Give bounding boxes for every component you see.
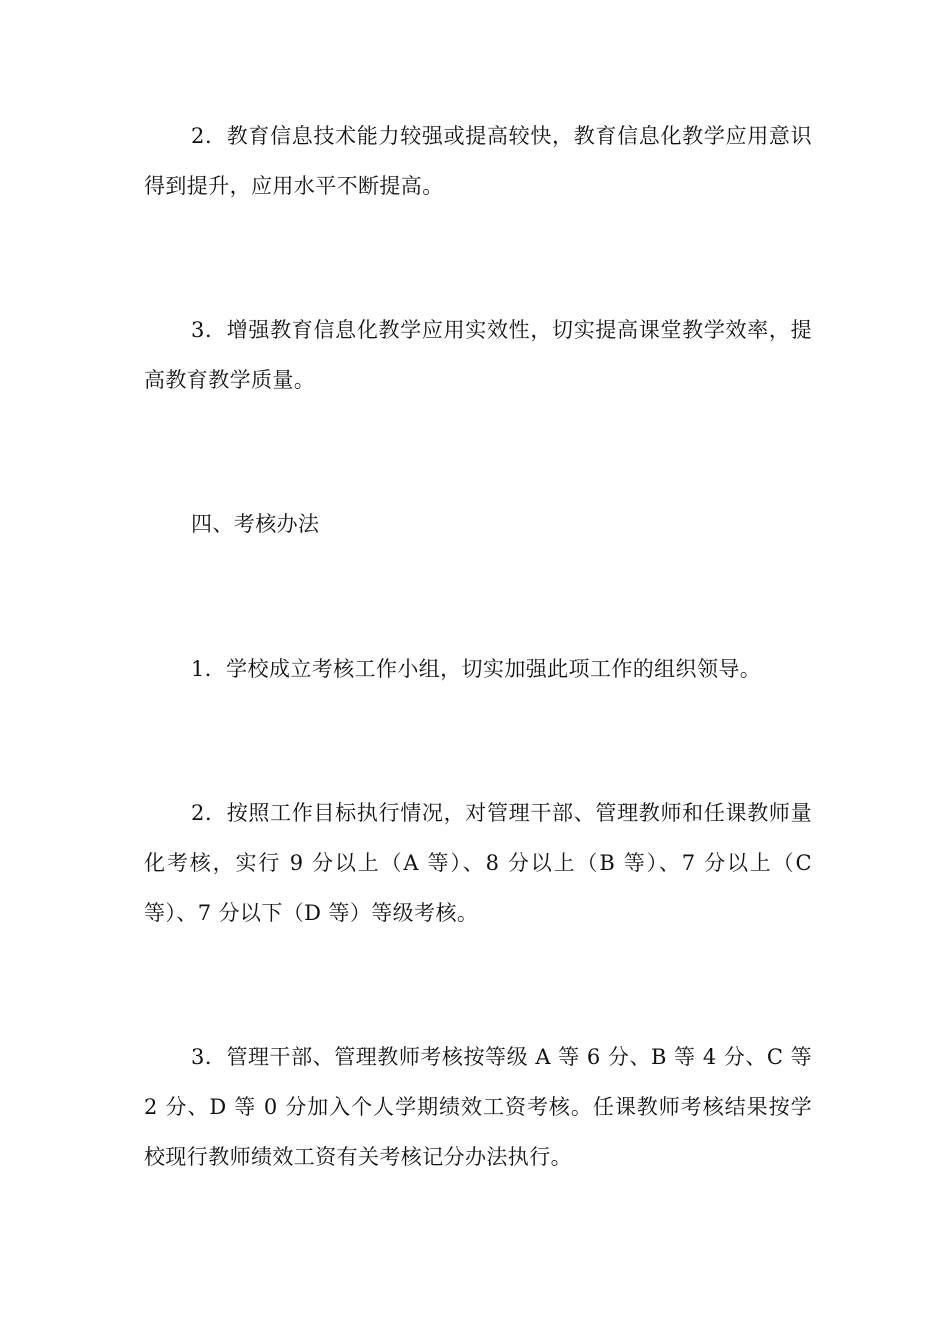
paragraph-assessment-2: 2．按照工作目标执行情况，对管理干部、管理教师和任课教师量化考核，实行 9 分以上（A 等）、8 分以上（B 等）、7 分以上（C 等）、7 分以下（D 等）等级考核。 bbox=[144, 801, 812, 925]
paragraph-goal-2: 2．教育信息技术能力较强或提高较快，教育信息化教学应用意识得到提升，应用水平不断提高。 bbox=[144, 124, 812, 198]
section-heading-assessment: 四、考核办法 bbox=[191, 512, 320, 536]
paragraph-assessment-1: 1．学校成立考核工作小组，切实加强此项工作的组织领导。 bbox=[191, 657, 762, 681]
paragraph-goal-3: 3．增强教育信息化教学应用实效性，切实提高课堂教学效率，提高教育教学质量。 bbox=[144, 318, 812, 392]
paragraph-assessment-3: 3．管理干部、管理教师考核按等级 A 等 6 分、B 等 4 分、C 等 2 分、D 等 0 分加入个人学期绩效工资考核。任课教师考核结果按学校现行教师绩效工资有关考核记分办法执行。 bbox=[144, 1045, 812, 1169]
